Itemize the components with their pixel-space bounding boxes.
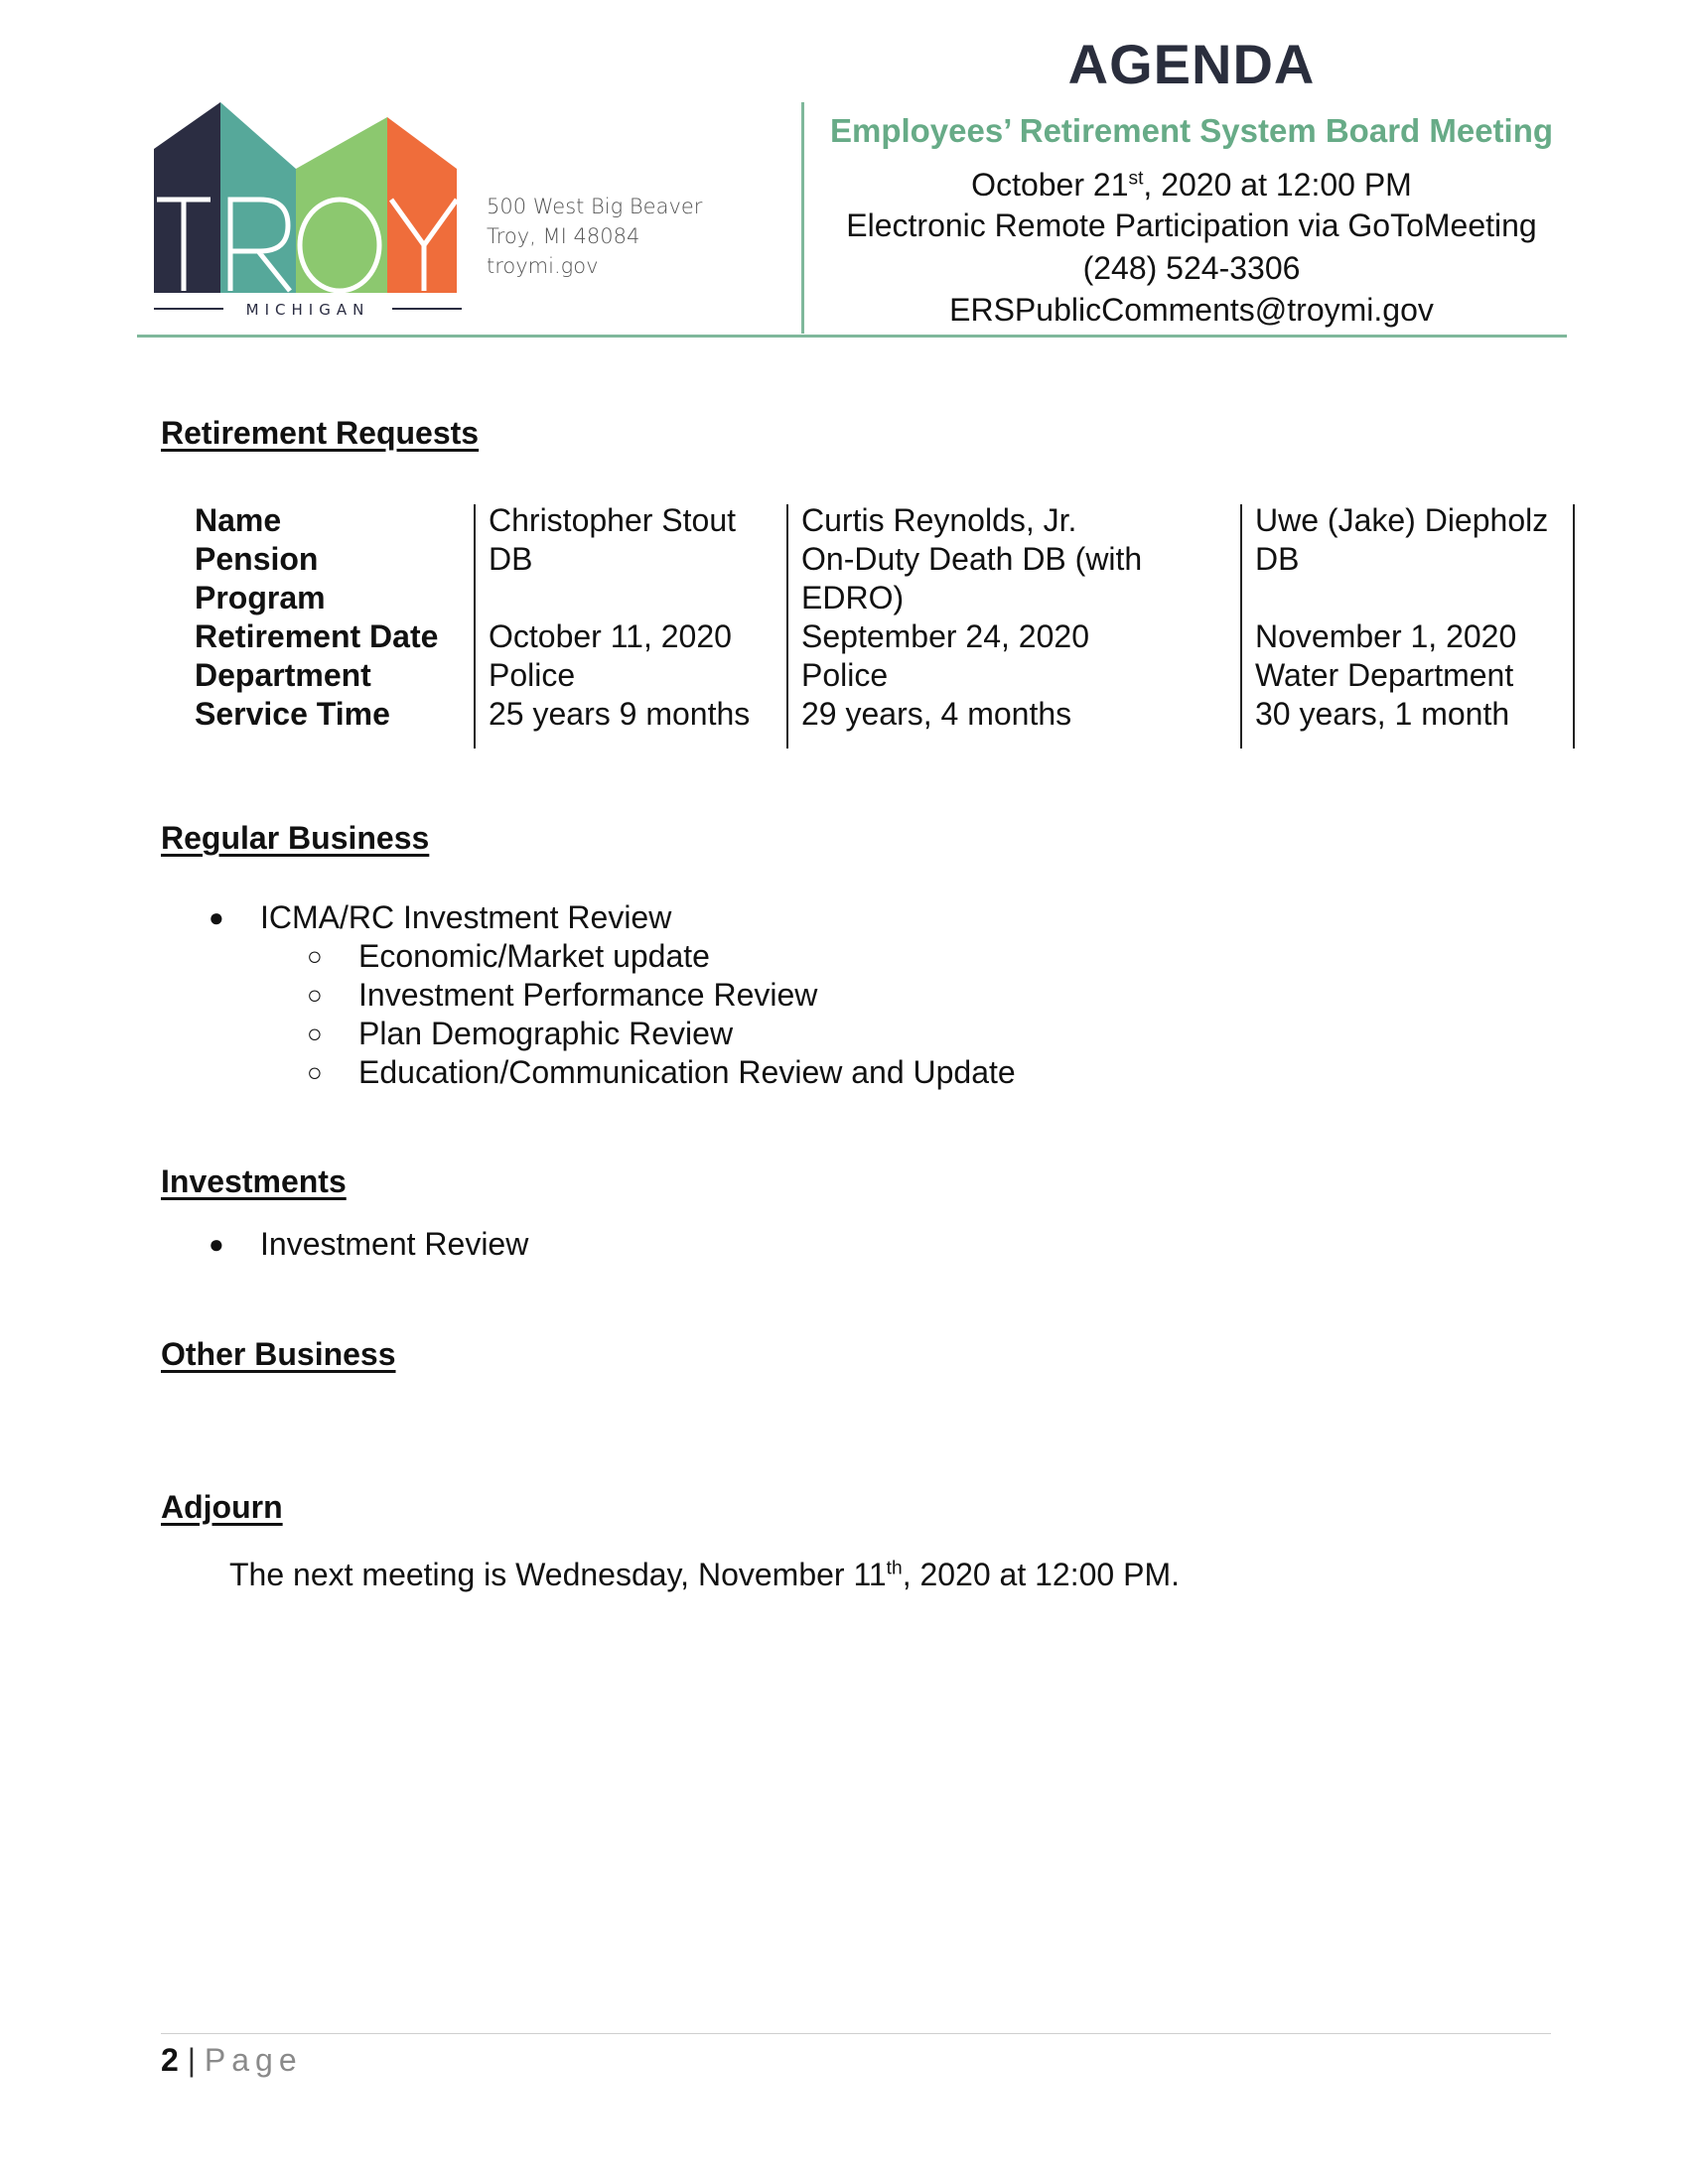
page-word: Page xyxy=(204,2042,303,2078)
retiree-name: Christopher Stout xyxy=(489,502,737,538)
list-item: ○ Education/Communication Review and Update xyxy=(307,1054,1016,1090)
retiree-name: Curtis Reynolds, Jr. xyxy=(801,502,1077,538)
table-divider xyxy=(474,504,476,749)
address-line1: 500 West Big Beaver xyxy=(487,195,703,218)
table-divider xyxy=(1240,504,1242,749)
address-block xyxy=(487,192,702,281)
header-rule xyxy=(137,335,1567,338)
meeting-email[interactable]: ERSPublicComments@troymi.gov xyxy=(949,292,1434,328)
retiree-service-time: 29 years, 4 months xyxy=(801,696,1072,732)
table-divider xyxy=(786,504,788,749)
table-divider xyxy=(1573,504,1575,749)
retiree-column-2 xyxy=(801,501,1218,734)
retiree-service-time: 25 years 9 months xyxy=(489,696,751,732)
retiree-column-3 xyxy=(1255,501,1573,734)
investments-list xyxy=(209,1225,529,1264)
list-item: ○ Plan Demographic Review xyxy=(307,1016,734,1051)
circle-bullet-icon: ○ xyxy=(307,941,323,971)
circle-bullet-icon: ○ xyxy=(307,980,323,1010)
list-item: ○ Economic/Market update xyxy=(307,938,710,974)
regular-business-sublist xyxy=(307,937,1016,1092)
retiree-pension-program: DB xyxy=(1255,541,1300,577)
retiree-column-1 xyxy=(489,501,786,734)
circle-bullet-icon: ○ xyxy=(307,1057,323,1087)
label-name: Name xyxy=(195,502,282,538)
label-pension-program: Pension Program xyxy=(195,541,326,615)
page-footer xyxy=(161,2042,303,2079)
retiree-department: Police xyxy=(489,657,576,693)
retiree-department: Police xyxy=(801,657,889,693)
label-service-time: Service Time xyxy=(195,696,390,732)
logo-subword: MICHIGAN xyxy=(245,301,370,319)
footer-rule xyxy=(161,2033,1551,2034)
meeting-name: Employees’ Retirement System Board Meeting xyxy=(829,112,1554,149)
retiree-name: Uwe (Jake) Diepholz xyxy=(1255,502,1549,538)
section-heading-other-business: Other Business xyxy=(161,1336,396,1372)
label-retirement-date: Retirement Date xyxy=(195,618,439,654)
section-heading-regular-business: Regular Business xyxy=(161,820,430,856)
troy-logo xyxy=(149,94,477,333)
retiree-pension-program: DB xyxy=(489,541,533,577)
page-title: AGENDA xyxy=(1067,33,1316,95)
retiree-retirement-date: November 1, 2020 xyxy=(1255,618,1517,654)
list-item: ● Investment Review xyxy=(209,1226,529,1262)
retiree-pension-program: On-Duty Death DB (with EDRO) xyxy=(801,541,1143,615)
retiree-service-time: 30 years, 1 month xyxy=(1255,696,1510,732)
section-heading-retirement-requests: Retirement Requests xyxy=(161,415,480,451)
section-heading-adjourn: Adjourn xyxy=(161,1489,283,1525)
regular-business-list xyxy=(209,898,672,937)
address-line2: Troy, MI 48084 xyxy=(487,224,640,248)
retiree-retirement-date: October 11, 2020 xyxy=(489,618,732,654)
bullet-icon: ● xyxy=(209,1229,224,1259)
circle-bullet-icon: ○ xyxy=(307,1019,323,1048)
next-meeting-text: The next meeting is Wednesday, November 11th, 2020 at 12:00 PM. xyxy=(229,1557,1180,1592)
retiree-retirement-date: September 24, 2020 xyxy=(801,618,1089,654)
page-separator: | xyxy=(187,2042,196,2078)
meeting-phone: (248) 524-3306 xyxy=(1082,250,1301,286)
meeting-participation: Electronic Remote Participation via GoToMeeting xyxy=(846,207,1537,243)
address-line3: troymi.gov xyxy=(487,254,599,278)
bullet-icon: ● xyxy=(209,902,224,932)
header-vertical-divider xyxy=(801,102,804,334)
retirement-table-labels xyxy=(195,501,473,734)
list-item: ● ICMA/RC Investment Review xyxy=(209,899,672,935)
retiree-department: Water Department xyxy=(1255,657,1514,693)
label-department: Department xyxy=(195,657,371,693)
page-number: 2 xyxy=(161,2042,179,2078)
section-heading-investments: Investments xyxy=(161,1163,347,1199)
list-item: ○ Investment Performance Review xyxy=(307,977,818,1013)
meeting-date: October 21st, 2020 at 12:00 PM xyxy=(971,167,1412,203)
